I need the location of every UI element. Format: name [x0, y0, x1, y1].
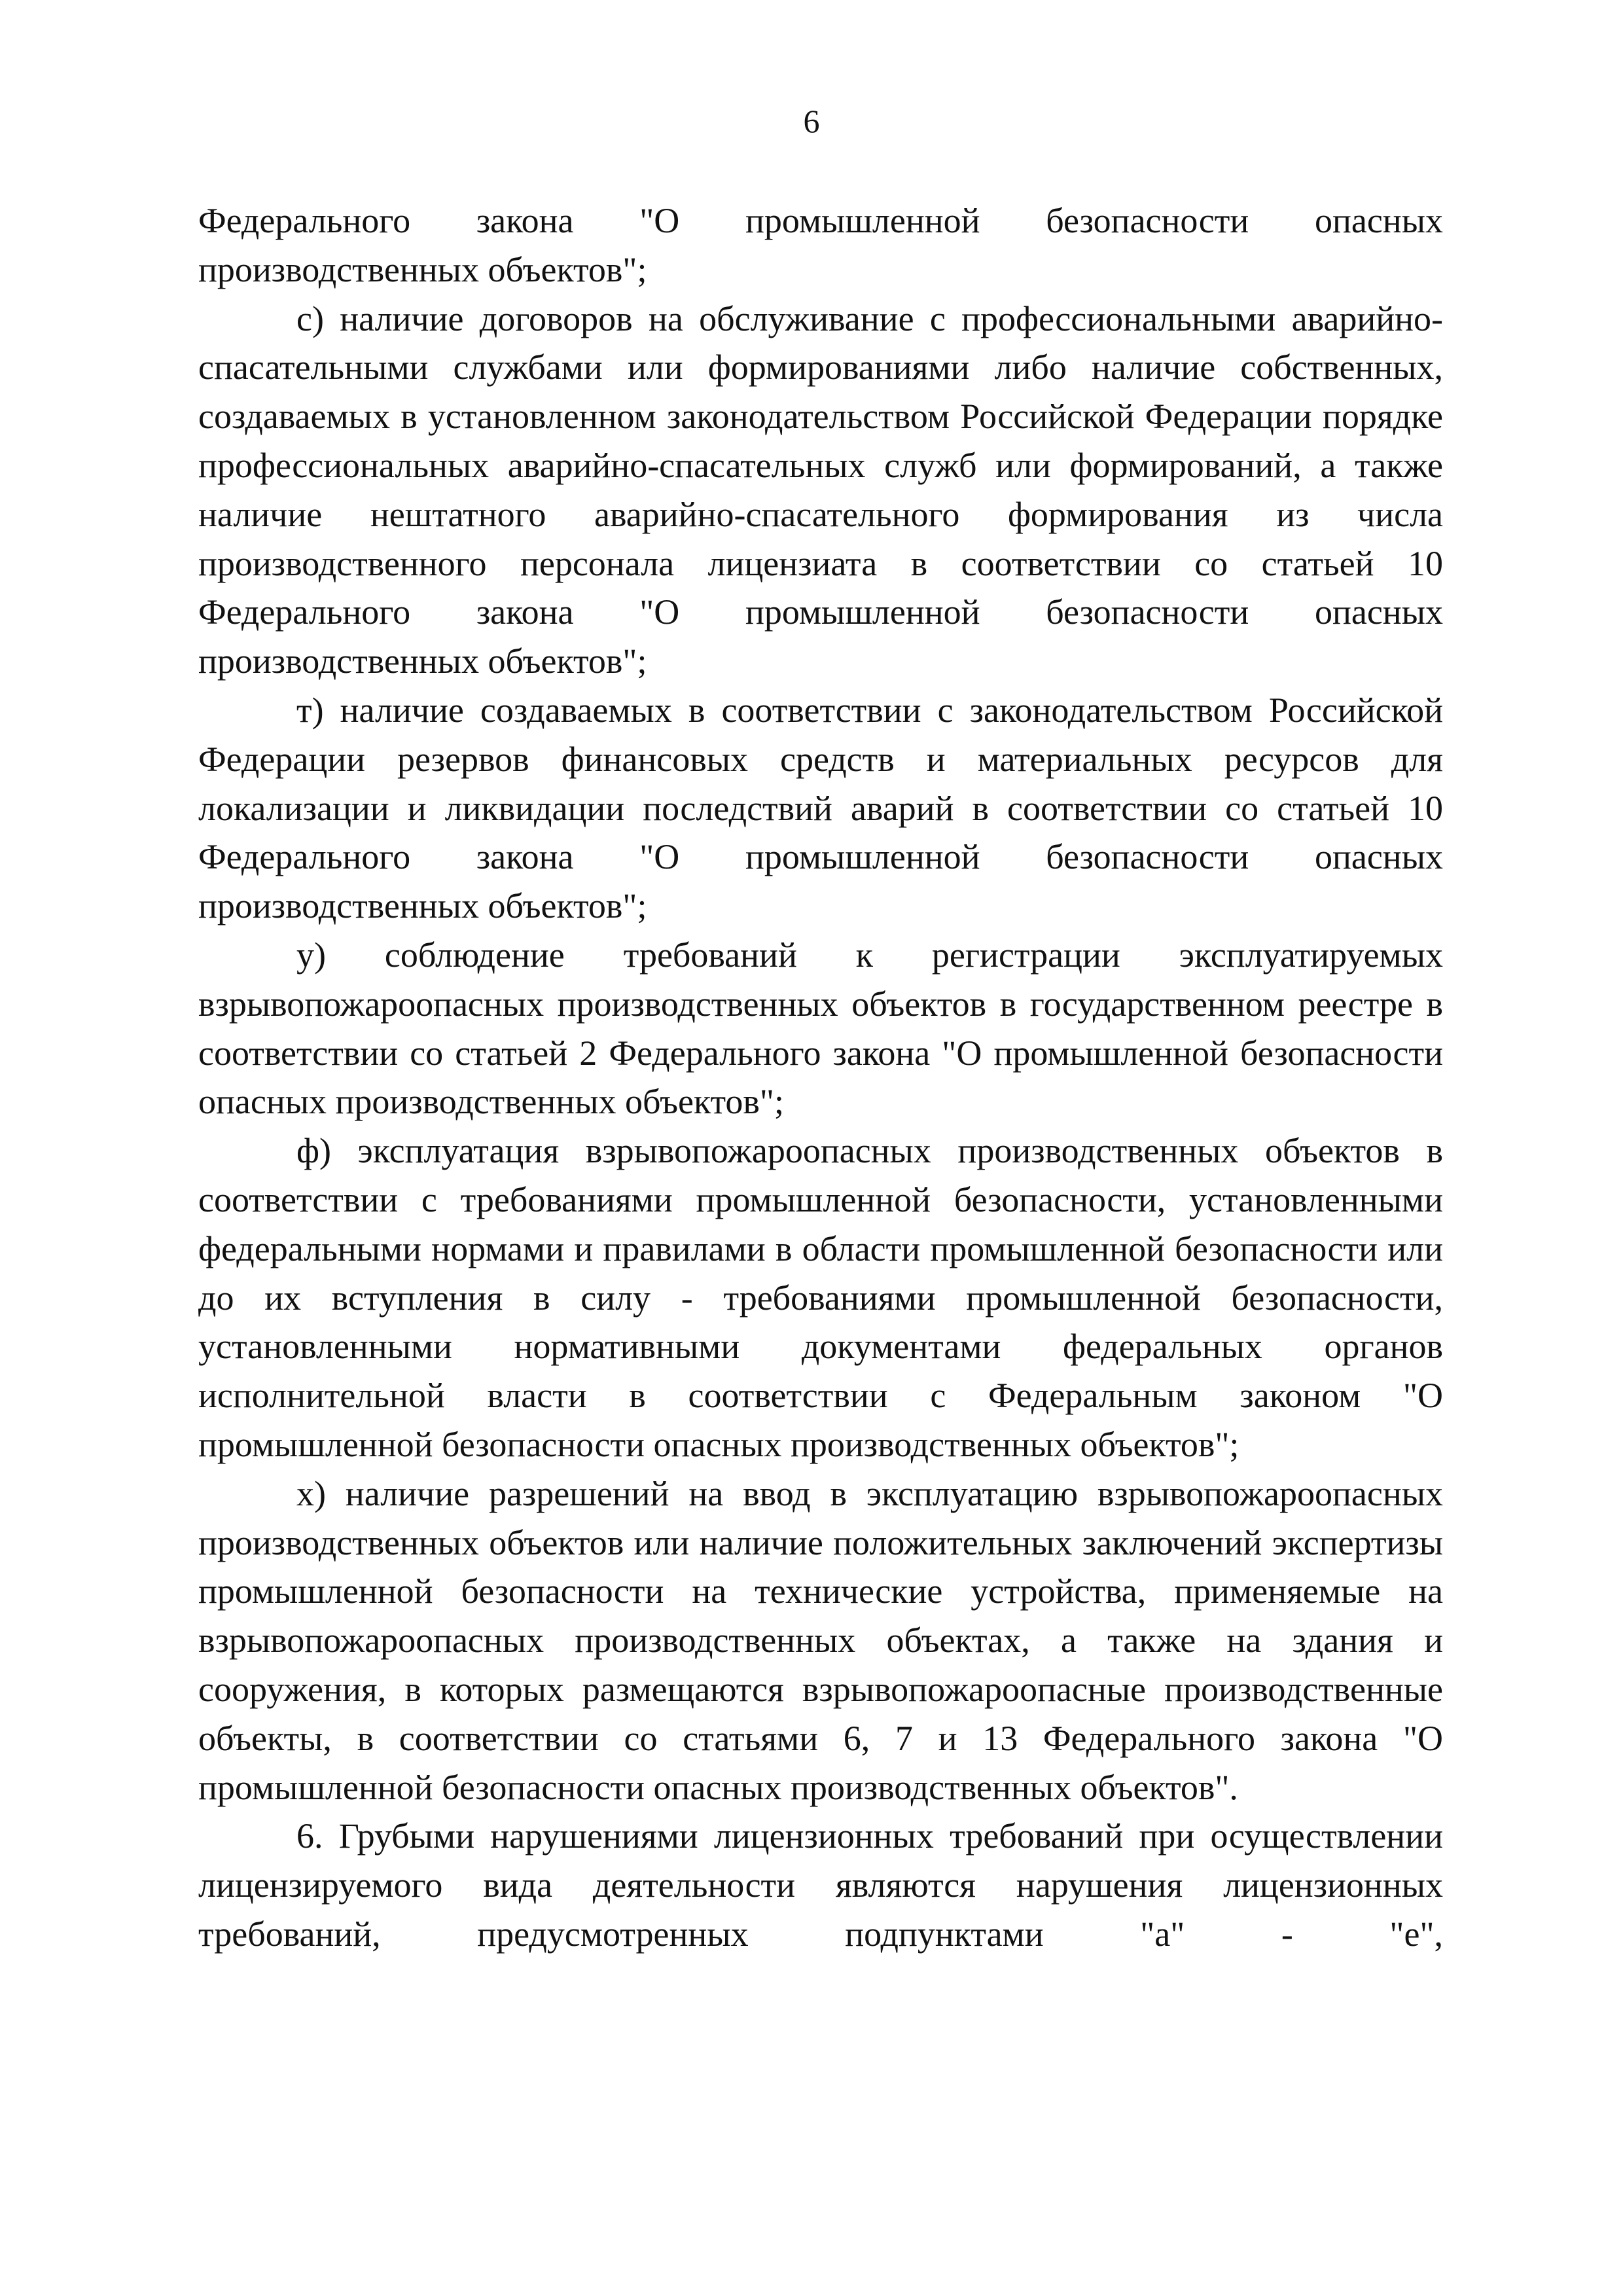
page-number: 6: [803, 103, 820, 139]
paragraph-item-s: с) наличие договоров на обслуживание с профессиональными аварийно-спасательными службами или формированиями либо наличие собственных, создаваемых в установленном законодательством Российской Федерации порядке профессиональных аварийно-спасательных служб или формирований, а также наличие нештатного аварийно-спасательного формирования из числа производственного персонала лицензиата в соответствии со статьей 10 Федерального закона "О промышленной безопасности опасных производственных объектов";: [198, 298, 1443, 681]
paragraph-item-f: ф) эксплуатация взрывопожароопасных производственных объектов в соответствии с требованиями промышленной безопасности, установленными федеральными нормами и правилами в области промышленной безопасности или до их вступления в силу - требованиями промышленной безопасности, установленными нормативными документами федеральных органов исполнительной власти в соответствии с Федеральным законом "О промышленной безопасности опасных производственных объектов";: [198, 1131, 1443, 1464]
paragraph-item-u: у) соблюдение требований к регистрации эксплуатируемых взрывопожароопасных производственных объектов в государственном реестре в соответствии со статьей 2 Федерального закона "О промышленной безопасности опасных производственных объектов";: [198, 935, 1443, 1122]
paragraph-item-6: 6. Грубыми нарушениями лицензионных требований при осуществлении лицензируемого вида деятельности являются нарушения лицензионных требований, предусмотренных подпунктами "а" - "е",: [198, 1816, 1443, 1954]
paragraph-continuation: Федерального закона "О промышленной безопасности опасных производственных объектов";: [198, 201, 1443, 289]
paragraph-item-t: т) наличие создаваемых в соответствии с законодательством Российской Федерации резервов финансовых средств и материальных ресурсов для локализации и ликвидации последствий аварий в соответствии со статьей 10 Федерального закона "О промышленной безопасности опасных производственных объектов";: [198, 690, 1443, 926]
paragraph-item-kh: х) наличие разрешений на ввод в эксплуатацию взрывопожароопасных производственных объектов или наличие положительных заключений экспертизы промышленной безопасности на технические устройства, применяемые на взрывопожароопасных производственных объектах, а также на здания и сооружения, в которых размещаются взрывопожароопасные производственные объекты, в соответствии со статьями 6, 7 и 13 Федерального закона "О промышленной безопасности опасных производственных объектов".: [198, 1473, 1443, 1807]
document-body: [198, 196, 1443, 1959]
